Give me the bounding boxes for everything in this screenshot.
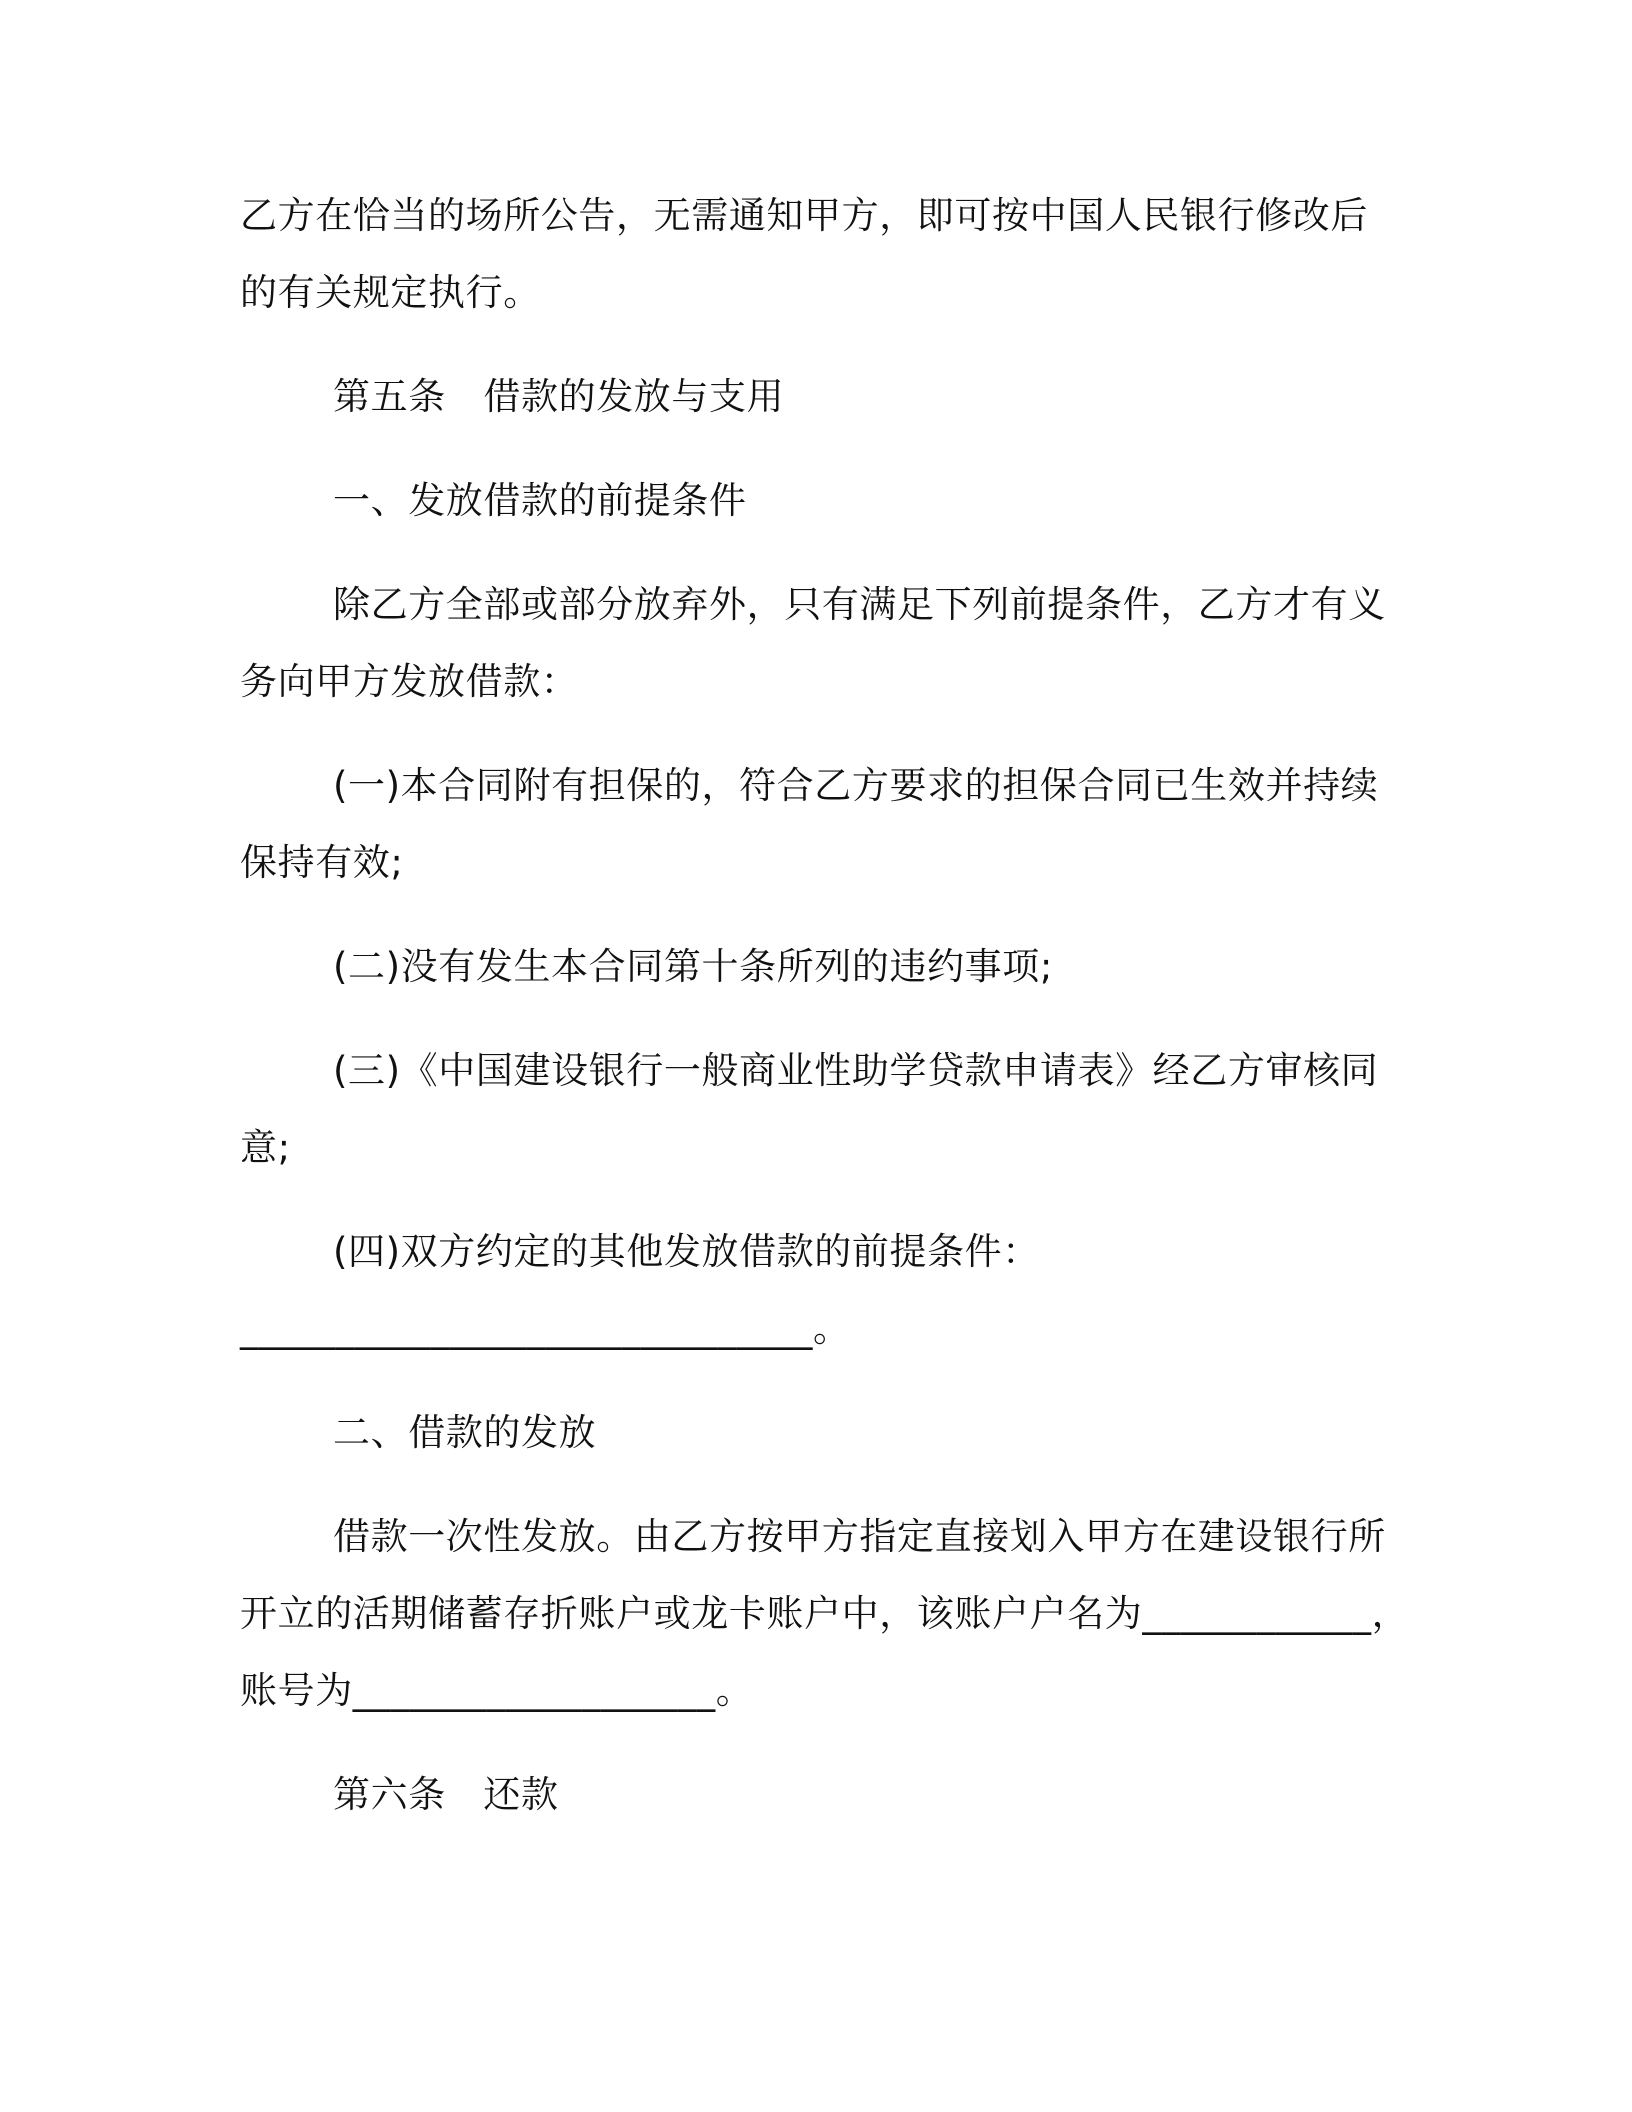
paragraph-line: 账号为___________________。: [240, 1669, 754, 1712]
paragraph-line: 除乙方全部或部分放弃外，只有满足下列前提条件，乙方才有义: [333, 583, 1386, 626]
list-item-line: (二)没有发生本合同第十条所列的违约事项;: [333, 945, 1053, 988]
blank-fill-line: ______________________________。: [240, 1307, 851, 1350]
list-item-line: 意;: [240, 1126, 291, 1169]
list-item-line: (三)《中国建设银行一般商业性助学贷款申请表》经乙方审核同: [333, 1049, 1379, 1092]
paragraph-line: 的有关规定执行。: [240, 271, 541, 314]
paragraph-line: 乙方在恰当的场所公告，无需通知甲方，即可按中国人民银行修改后: [240, 194, 1368, 237]
paragraph-line: 开立的活期储蓄存折账户或龙卡账户中，该账户户名为____________，: [240, 1592, 1410, 1635]
list-item-line: (一)本合同附有担保的，符合乙方要求的担保合同已生效并持续: [333, 764, 1379, 807]
paragraph-line: 借款一次性发放。由乙方按甲方指定直接划入甲方在建设银行所: [333, 1515, 1386, 1558]
article-heading: 第六条 还款: [333, 1773, 559, 1816]
list-item-line: 保持有效;: [240, 841, 404, 884]
paragraph-line: 务向甲方发放借款：: [240, 660, 579, 703]
section-heading: 一、发放借款的前提条件: [333, 479, 747, 522]
list-item-line: (四)双方约定的其他发放借款的前提条件：: [333, 1230, 1040, 1273]
section-heading: 二、借款的发放: [333, 1411, 597, 1454]
article-heading: 第五条 借款的发放与支用: [333, 375, 785, 418]
